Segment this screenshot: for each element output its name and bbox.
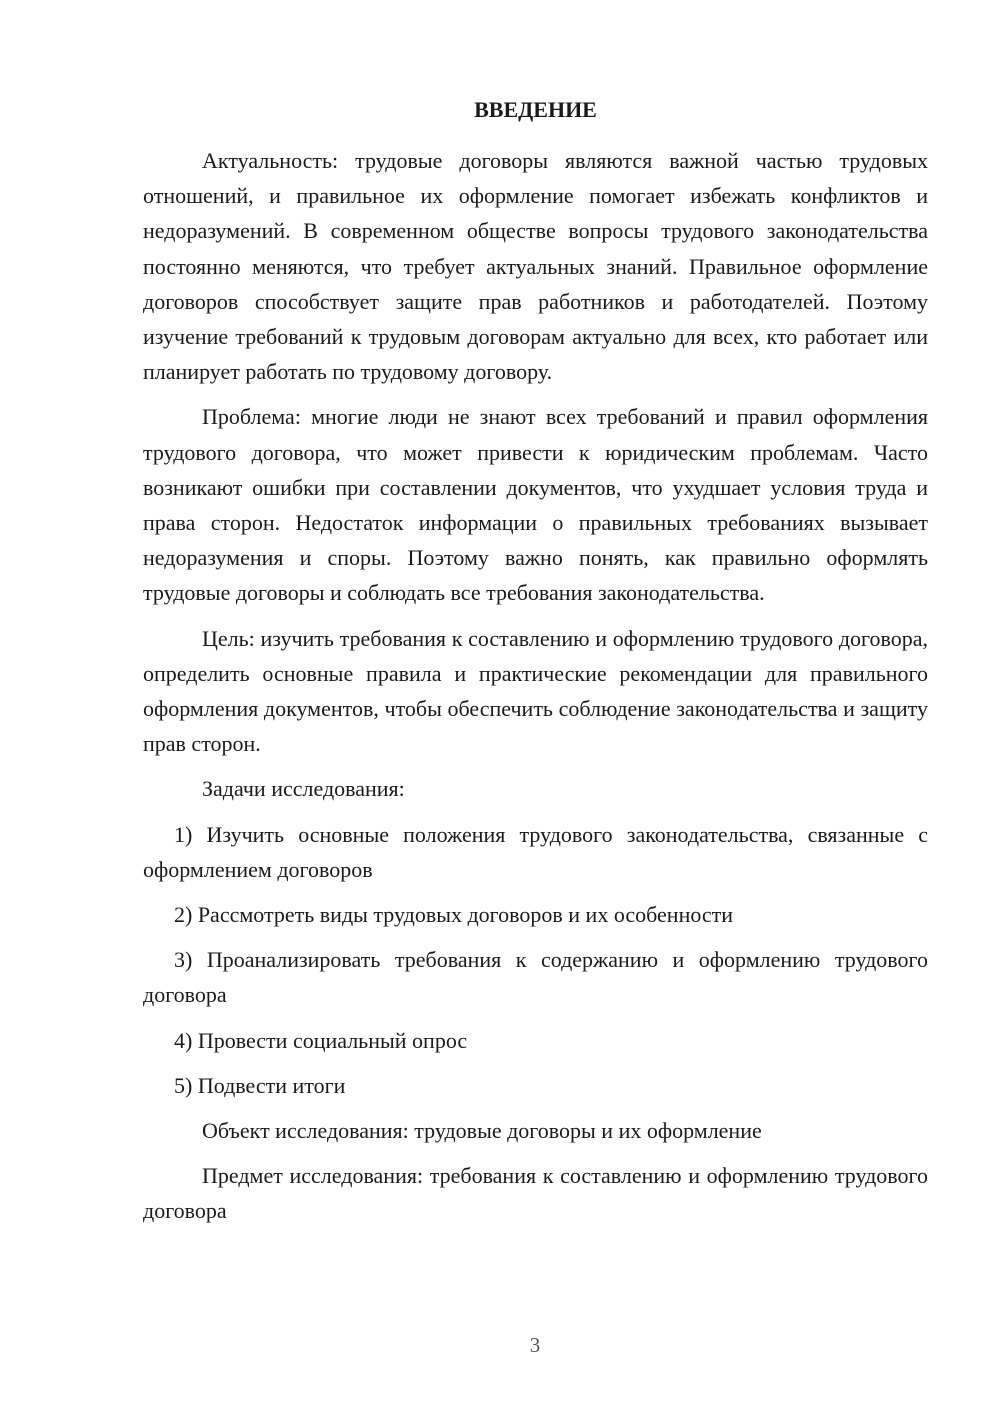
document-page <box>143 95 928 1239</box>
task-item-2: 2) Рассмотреть виды трудовых договоров и их особенности <box>174 902 734 928</box>
page-number: 3 <box>529 1333 541 1357</box>
task-item-5: 5) Подвести итоги <box>174 1072 346 1098</box>
task-item-4: 4) Провести социальный опрос <box>174 1027 468 1053</box>
object-paragraph: Объект исследования: трудовые договоры и их оформление <box>202 1118 762 1144</box>
problem-paragraph: Проблема: многие люди не знают всех требований и правил оформления трудового договора, что может привести к юридическим проблемам. Часто возникают ошибки при составлении документов, что ухудшает условия труда и права сторон. Недостаток информации о правильных требованиях вызывает недоразумения и споры. Поэтому важно понять, как правильно оформлять трудовые договоры и соблюдать все требования законодательства. <box>143 404 928 606</box>
section-heading: ВВЕДЕНИЕ <box>474 97 597 122</box>
goal-paragraph: Цель: изучить требования к составлению и оформлению трудового договора, определить основные правила и практические рекомендации для правильного оформления документов, чтобы обеспечить соблюдение законодательства и защиту прав сторон. <box>143 625 928 757</box>
tasks-heading: Задачи исследования: <box>202 776 405 802</box>
subject-paragraph: Предмет исследования: требования к составлению и оформлению трудового договора <box>143 1163 928 1224</box>
task-item-1: 1) Изучить основные положения трудового законодательства, связанные с оформлением договоров <box>143 821 928 882</box>
task-item-3: 3) Проанализировать требования к содержанию и оформлению трудового договора <box>143 947 928 1008</box>
relevance-paragraph: Актуальность: трудовые договоры являются важной частью трудовых отношений, и правильное их оформление помогает избежать конфликтов и недоразумений. В современном обществе вопросы трудового законодательства постоянно меняются, что требует актуальных знаний. Правильное оформление договоров способствует защите прав работников и работодателей. Поэтому изучение требований к трудовым договорам актуально для всех, кто работает или планирует работать по трудовому договору. <box>143 148 928 385</box>
